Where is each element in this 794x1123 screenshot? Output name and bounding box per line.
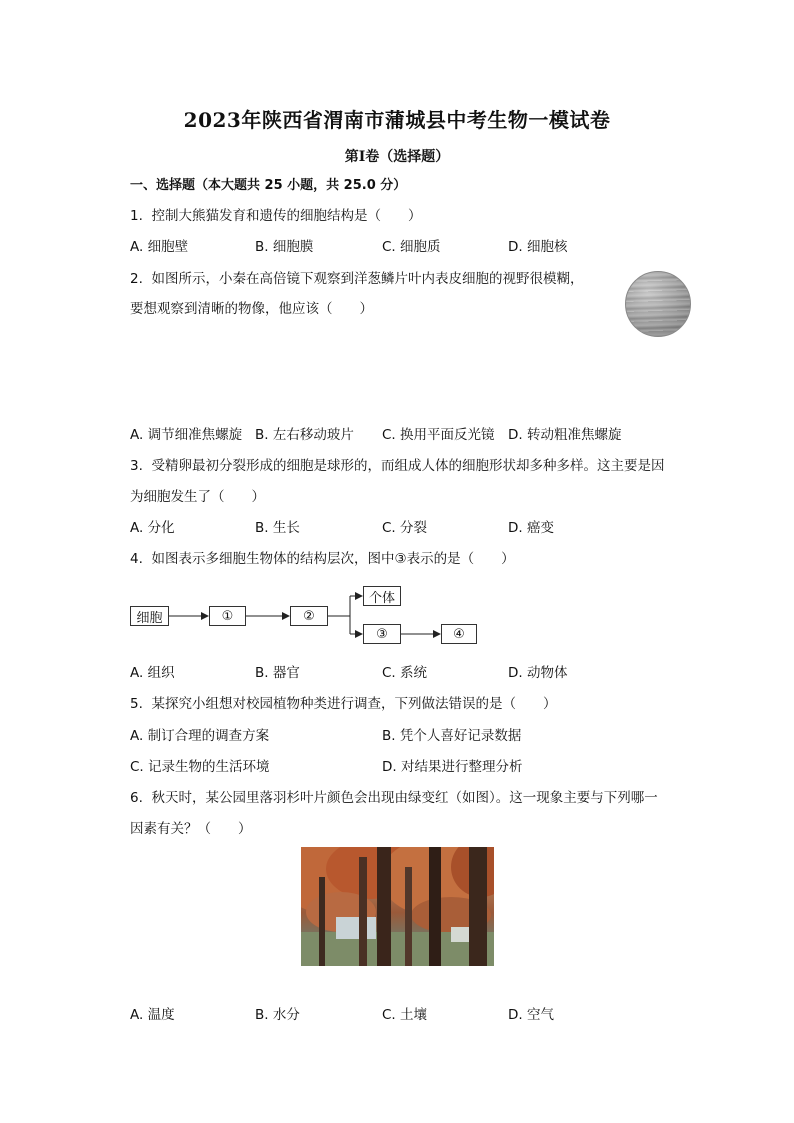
question-text: 如图表示多细胞生物体的结构层次，图中③表示的是（ ） <box>151 551 515 567</box>
question-1-stem <box>130 207 421 225</box>
question-number: 6. <box>130 790 143 806</box>
question-6-stem <box>130 789 658 807</box>
question-2-stem-line-2: 要想观察到清晰的物像，他应该（ ） <box>130 301 373 317</box>
exam-title: 2023年陕西省渭南市蒲城县中考生物一模试卷 <box>183 108 611 132</box>
cell-box: 细胞 <box>130 606 169 626</box>
option-a[interactable]: A. 组织 <box>130 665 175 681</box>
option-a[interactable]: A. 温度 <box>130 1007 175 1023</box>
microscope-view-image <box>625 271 691 337</box>
section-heading: 一、选择题（本大题共 25 小题，共 25.0 分） <box>130 178 407 193</box>
question-number: 3. <box>130 458 143 474</box>
question-text: 某探究小组想对校园植物种类进行调查，下列做法错误的是（ ） <box>151 696 557 712</box>
option-b[interactable]: B. 左右移动玻片 <box>255 427 354 443</box>
option-a[interactable]: A. 制订合理的调查方案 <box>130 728 270 744</box>
question-number: 2. <box>130 271 143 287</box>
question-6-stem-line-2: 因素有关？（ ） <box>130 821 252 837</box>
question-4-stem <box>130 550 515 568</box>
question-number: 5. <box>130 696 143 712</box>
option-d[interactable]: D. 转动粗准焦螺旋 <box>508 427 622 443</box>
option-a[interactable]: A. 细胞壁 <box>130 239 189 255</box>
option-a[interactable]: A. 调节细准焦螺旋 <box>130 427 243 443</box>
individual-box: 个体 <box>363 586 401 606</box>
question-5-stem <box>130 695 556 713</box>
level-2-box: ② <box>290 606 328 626</box>
level-1-box: ① <box>209 606 246 626</box>
option-d[interactable]: D. 癌变 <box>508 520 554 536</box>
option-d[interactable]: D. 对结果进行整理分析 <box>382 759 523 775</box>
level-4-box: ④ <box>441 624 477 644</box>
question-text: 受精卵最初分裂形成的细胞是球形的，而组成人体的细胞形状却多种多样。这主要是因 <box>151 458 665 474</box>
option-a[interactable]: A. 分化 <box>130 520 175 536</box>
volume-subtitle: 第I卷（选择题） <box>344 149 450 165</box>
question-3-stem <box>130 457 664 475</box>
option-b[interactable]: B. 凭个人喜好记录数据 <box>382 728 522 744</box>
option-b[interactable]: B. 器官 <box>255 665 300 681</box>
option-b[interactable]: B. 细胞膜 <box>255 239 314 255</box>
option-d[interactable]: D. 动物体 <box>508 665 568 681</box>
option-c[interactable]: C. 换用平面反光镜 <box>382 427 495 443</box>
option-d[interactable]: D. 细胞核 <box>508 239 568 255</box>
option-c[interactable]: C. 细胞质 <box>382 239 441 255</box>
option-c[interactable]: C. 土壤 <box>382 1007 428 1023</box>
question-text: 如图所示，小秦在高倍镜下观察到洋葱鳞片叶内表皮细胞的视野很模糊， <box>151 271 584 287</box>
bald-cypress-photo <box>301 847 494 966</box>
option-b[interactable]: B. 生长 <box>255 520 300 536</box>
question-3-stem-line-2: 为细胞发生了（ ） <box>130 489 265 505</box>
option-c[interactable]: C. 系统 <box>382 665 428 681</box>
option-d[interactable]: D. 空气 <box>508 1007 554 1023</box>
level-3-box: ③ <box>363 624 401 644</box>
option-b[interactable]: B. 水分 <box>255 1007 300 1023</box>
question-number: 1. <box>130 208 143 224</box>
option-c[interactable]: C. 记录生物的生活环境 <box>130 759 270 775</box>
option-c[interactable]: C. 分裂 <box>382 520 428 536</box>
question-text: 秋天时，某公园里落羽杉叶片颜色会出现由绿变红（如图）。这一现象主要与下列哪一 <box>151 790 658 806</box>
structure-level-diagram <box>128 580 488 650</box>
question-2-stem <box>130 270 583 288</box>
question-text: 控制大熊猫发育和遗传的细胞结构是（ ） <box>151 208 422 224</box>
question-number: 4. <box>130 551 143 567</box>
